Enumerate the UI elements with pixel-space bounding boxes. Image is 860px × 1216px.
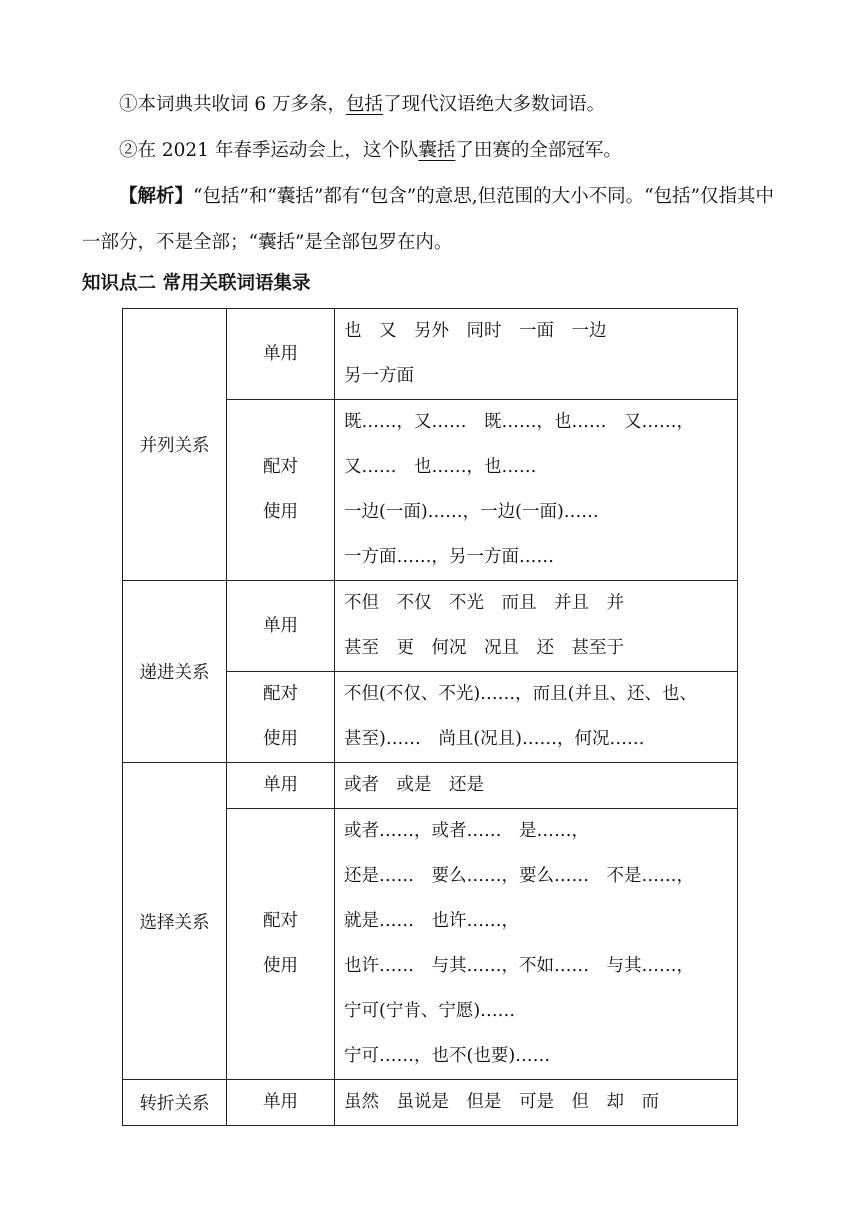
example-sentence-1: [82, 82, 782, 128]
word-line: 还是…… 要么……，要么…… 不是……，: [344, 866, 694, 886]
word-line: 一边(一面)……，一边(一面)……: [344, 502, 599, 522]
category-parallel: 并列关系: [123, 309, 227, 581]
words-choice-single: [335, 763, 738, 809]
word-line: 既……，又…… 既……，也…… 又……，: [344, 412, 694, 432]
word-line: 也许…… 与其……，不如…… 与其……，: [344, 956, 694, 976]
example-2-text: ②在 2021 年春季运动会上，这个队: [119, 140, 419, 161]
table-row: [123, 581, 738, 672]
word-line: 也 又 另外 同时 一面 一边: [344, 321, 607, 341]
usage-single: 单用: [227, 763, 335, 809]
example-1-text-end: 了现代汉语绝大多数词语。: [383, 94, 606, 115]
word-line: 宁可……，也不(也要)……: [344, 1046, 551, 1066]
analysis-text: “包括”和“囊括”都有“包含”的意思,但范围的大小不同。“包括”仅指其中一部分，不是全部；“囊括”是全部包罗在内。: [82, 186, 775, 253]
usage-pair-label-1: 配对: [263, 911, 298, 931]
category-choice: 选择关系: [123, 763, 227, 1080]
word-line: 虽然 虽说是 但是 可是 但 却 而: [344, 1092, 659, 1112]
usage-pair-label-1: 配对: [263, 684, 298, 704]
usage-pair: [227, 672, 335, 763]
words-adversative-single: [335, 1080, 738, 1126]
conjunction-table: [122, 308, 738, 1126]
word-line: 另一方面: [344, 366, 414, 386]
table-row: [123, 309, 738, 400]
table-row: [123, 1080, 738, 1126]
word-line: 宁可(宁肯、宁愿)……: [344, 1001, 516, 1021]
word-line: 又…… 也……，也……: [344, 457, 537, 477]
usage-single: 单用: [227, 581, 335, 672]
words-choice-pair: [335, 809, 738, 1080]
usage-single: 单用: [227, 1080, 335, 1126]
section-title: 知识点二 常用关联词语集录: [82, 273, 311, 294]
usage-pair-label-2: 使用: [263, 502, 298, 522]
example-2-text-end: 了田赛的全部冠军。: [455, 140, 622, 161]
word-line: 甚至 更 何况 况且 还 甚至于: [344, 638, 624, 658]
words-parallel-pair: [335, 400, 738, 581]
words-progressive-single: [335, 581, 738, 672]
category-adversative: 转折关系: [123, 1080, 227, 1126]
word-line: 一方面……，另一方面……: [344, 547, 554, 567]
word-line: 或者……，或者…… 是……，: [344, 821, 589, 841]
word-line: 不但 不仅 不光 而且 并且 并: [344, 593, 624, 613]
usage-single: 单用: [227, 309, 335, 400]
table-row: [123, 763, 738, 809]
words-parallel-single: [335, 309, 738, 400]
example-1-keyword: 包括: [346, 94, 384, 115]
word-line: 不但(不仅、不光)……，而且(并且、还、也、: [344, 684, 697, 704]
usage-pair: [227, 400, 335, 581]
usage-pair-label-2: 使用: [263, 729, 298, 749]
example-1-text: ①本词典共收词 6 万多条，: [119, 94, 347, 115]
example-sentence-2: [82, 128, 782, 174]
usage-pair-label-2: 使用: [263, 956, 298, 976]
example-2-keyword: 囊括: [418, 140, 456, 161]
category-progressive: 递进关系: [123, 581, 227, 763]
analysis-paragraph: [82, 174, 782, 266]
analysis-label: 【解析】: [119, 186, 194, 207]
usage-pair-label-1: 配对: [263, 457, 298, 477]
word-line: 或者 或是 还是: [344, 775, 484, 795]
word-line: 甚至)…… 尚且(况且)……，何况……: [344, 729, 645, 749]
words-progressive-pair: [335, 672, 738, 763]
word-line: 就是…… 也许……，: [344, 911, 519, 931]
usage-pair: [227, 809, 335, 1080]
